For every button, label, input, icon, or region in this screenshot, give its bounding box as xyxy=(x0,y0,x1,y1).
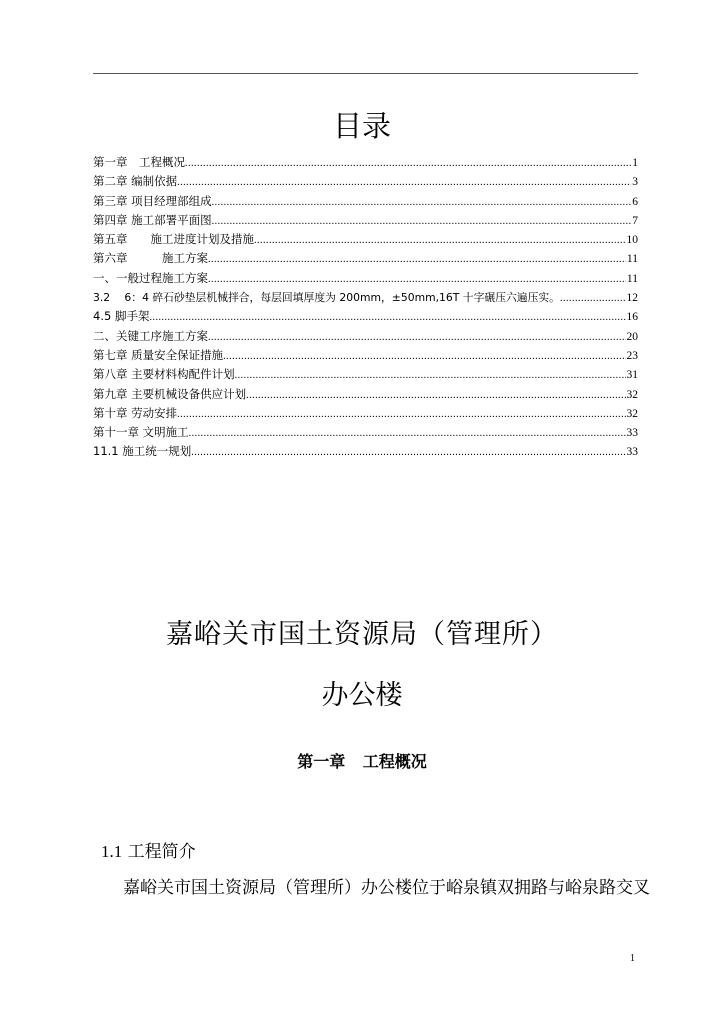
toc-leader xyxy=(208,250,626,268)
table-of-contents xyxy=(93,153,638,462)
toc-entry-page: 31 xyxy=(626,369,638,382)
toc-entry[interactable] xyxy=(93,442,638,461)
toc-leader xyxy=(254,231,626,249)
document-subtitle: 办公楼 xyxy=(321,680,403,711)
toc-entry-label: 第十一章 文明施工 xyxy=(93,425,189,440)
toc-entry-page: 16 xyxy=(626,311,638,324)
toc-entry-label: 第九章 主要机械设备供应计划 xyxy=(93,386,247,401)
toc-entry-page: 6 xyxy=(632,195,638,208)
toc-leader xyxy=(177,405,625,423)
chapter-heading: 第一章 工程概况 xyxy=(297,752,427,771)
toc-entry-page: 33 xyxy=(626,446,638,459)
toc-title: 目录 xyxy=(332,109,391,143)
toc-entry-page: 3 xyxy=(632,176,638,189)
toc-entry-label: 第四章 施工部署平面图 xyxy=(93,212,212,227)
document-title: 嘉峪关市国土资源局（管理所） xyxy=(166,619,558,650)
toc-entry[interactable] xyxy=(93,288,638,307)
toc-entry-page: 7 xyxy=(632,214,638,227)
toc-entry-page: 12 xyxy=(626,292,638,305)
toc-entry-label: 一、一般过程施工方案 xyxy=(93,270,208,285)
toc-entry-page: 20 xyxy=(626,330,638,343)
page-number: 1 xyxy=(630,953,635,964)
toc-leader xyxy=(560,289,626,307)
toc-leader xyxy=(246,386,625,404)
toc-entry-label: 第二章 编制依据 xyxy=(93,174,178,189)
toc-entry-page: 32 xyxy=(626,407,638,420)
toc-leader xyxy=(223,347,625,365)
toc-entry-label: 第三章 项目经理部组成 xyxy=(93,193,212,208)
toc-entry-label: 第一章 工程概况 xyxy=(93,155,185,169)
toc-entry-label: 3.2 6：4 碎石砂垫层机械拌合，每层回填厚度为 200mm，±50mm,16T 十字碾压六遍压实。 xyxy=(93,291,560,305)
toc-entry-page: 32 xyxy=(626,388,638,401)
toc-entry[interactable] xyxy=(93,211,638,230)
toc-entry-page: 33 xyxy=(626,427,638,440)
toc-leader xyxy=(212,193,632,211)
toc-entry-label: 第十章 劳动安排 xyxy=(93,405,178,420)
toc-entry-page: 23 xyxy=(626,349,638,362)
toc-entry[interactable] xyxy=(93,327,638,346)
toc-entry-label: 第七章 质量安全保证措施 xyxy=(93,347,224,362)
toc-leader xyxy=(191,443,625,461)
toc-entry[interactable] xyxy=(93,365,638,384)
section-heading xyxy=(101,840,196,864)
toc-leader xyxy=(189,424,626,442)
toc-entry[interactable] xyxy=(93,230,638,249)
toc-leader xyxy=(235,366,626,384)
toc-entry-label: 4.5 脚手架 xyxy=(93,309,150,324)
toc-entry-label: 第八章 主要材料构配件计划 xyxy=(93,367,235,382)
toc-leader xyxy=(149,308,625,326)
toc-leader xyxy=(212,212,632,230)
toc-entry[interactable] xyxy=(93,385,638,404)
toc-entry-page: 10 xyxy=(626,234,638,247)
toc-leader xyxy=(177,173,631,191)
toc-entry[interactable] xyxy=(93,192,638,211)
toc-leader xyxy=(185,154,631,172)
toc-leader xyxy=(208,328,626,346)
toc-entry-page: 1 xyxy=(632,157,638,169)
toc-entry[interactable] xyxy=(93,153,638,172)
header-rule xyxy=(93,73,638,74)
toc-entry[interactable] xyxy=(93,307,638,326)
toc-entry[interactable] xyxy=(93,249,638,268)
toc-entry-label: 11.1 施工统一规划 xyxy=(93,444,192,459)
toc-entry-page: 11 xyxy=(626,272,638,285)
toc-entry-label: 第五章 施工进度计划及措施 xyxy=(93,232,254,247)
toc-entry[interactable] xyxy=(93,172,638,191)
toc-entry[interactable] xyxy=(93,269,638,288)
body-paragraph: 嘉峪关市国土资源局（管理所）办公楼位于峪泉镇双拥路与峪泉路交叉 xyxy=(123,878,650,898)
toc-leader xyxy=(208,270,626,288)
toc-entry[interactable] xyxy=(93,346,638,365)
toc-entry-page: 11 xyxy=(626,253,638,266)
toc-entry-label: 第六章 施工方案 xyxy=(93,251,208,266)
section-number: 1.1 xyxy=(101,842,123,861)
toc-entry[interactable] xyxy=(93,404,638,423)
toc-entry[interactable] xyxy=(93,423,638,442)
section-title: 工程简介 xyxy=(127,842,196,862)
toc-entry-label: 二、关键工序施工方案 xyxy=(93,328,208,343)
